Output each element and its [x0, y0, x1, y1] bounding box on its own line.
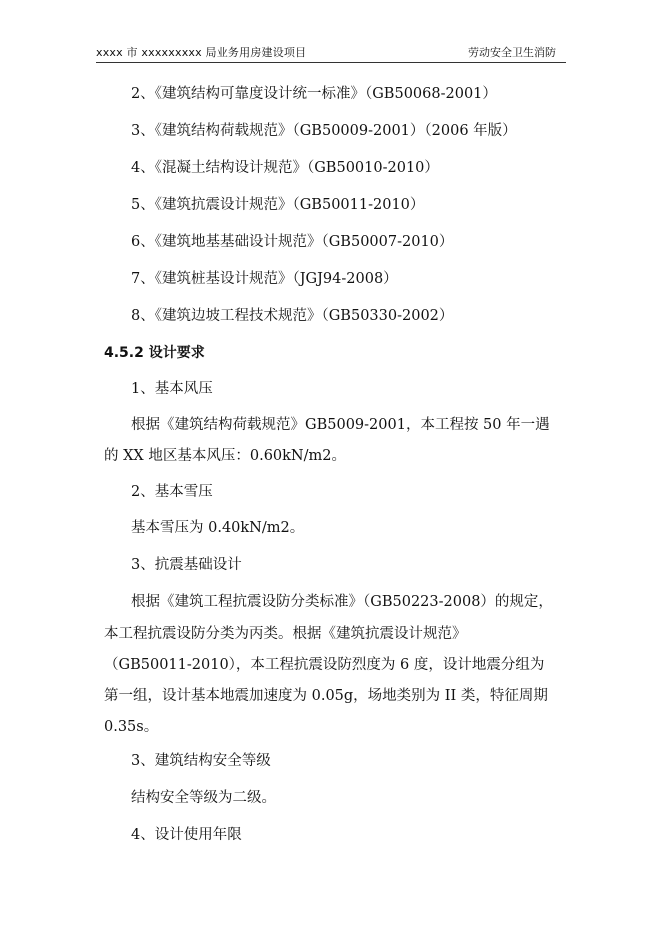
page-header — [96, 44, 566, 63]
wind-pressure-heading: 1、基本风压 — [131, 381, 213, 397]
seismic-text: 本工程抗震设防分类为丙类。根据《建筑抗震设计规范》 — [104, 626, 467, 642]
seismic-text: （GB50011-2010），本工程抗震设防烈度为 6 度，设计地震分组为 — [104, 657, 545, 673]
seismic-text: 第一组，设计基本地震加速度为 0.05g，场地类别为 II 类，特征周期 — [104, 688, 548, 704]
standard-item: 7、《建筑桩基设计规范》（JGJ94-2008） — [131, 271, 398, 287]
snow-pressure-heading: 2、基本雪压 — [131, 484, 213, 500]
header-chapter-name: 劳动安全卫生消防 — [468, 46, 556, 59]
standard-item: 5、《建筑抗震设计规范》（GB50011-2010） — [131, 197, 425, 213]
standard-item: 2、《建筑结构可靠度设计统一标准》（GB50068-2001） — [131, 86, 497, 102]
seismic-text: 0.35s。 — [104, 719, 159, 735]
wind-pressure-text: 根据《建筑结构荷载规范》GB5009-2001，本工程按 50 年一遇 — [131, 417, 550, 433]
wind-pressure-text: 的 XX 地区基本风压：0.60kN/m2。 — [104, 448, 346, 464]
seismic-text: 根据《建筑工程抗震设防分类标准》（GB50223-2008）的规定， — [131, 594, 553, 610]
seismic-heading: 3、抗震基础设计 — [131, 557, 242, 573]
standard-item: 4、《混凝土结构设计规范》（GB50010-2010） — [131, 160, 439, 176]
safety-grade-text: 结构安全等级为二级。 — [131, 790, 276, 806]
section-title: 4.5.2 设计要求 — [104, 345, 205, 361]
snow-pressure-text: 基本雪压为 0.40kN/m2。 — [131, 520, 305, 536]
safety-grade-heading: 3、建筑结构安全等级 — [131, 753, 271, 769]
standard-item: 3、《建筑结构荷载规范》（GB50009-2001）（2006 年版） — [131, 123, 517, 139]
header-project-name: xxxx 市 xxxxxxxxx 局业务用房建设项目 — [96, 46, 307, 59]
standard-item: 8、《建筑边坡工程技术规范》（GB50330-2002） — [131, 308, 454, 324]
service-life-heading: 4、设计使用年限 — [131, 827, 242, 843]
standard-item: 6、《建筑地基基础设计规范》（GB50007-2010） — [131, 234, 454, 250]
